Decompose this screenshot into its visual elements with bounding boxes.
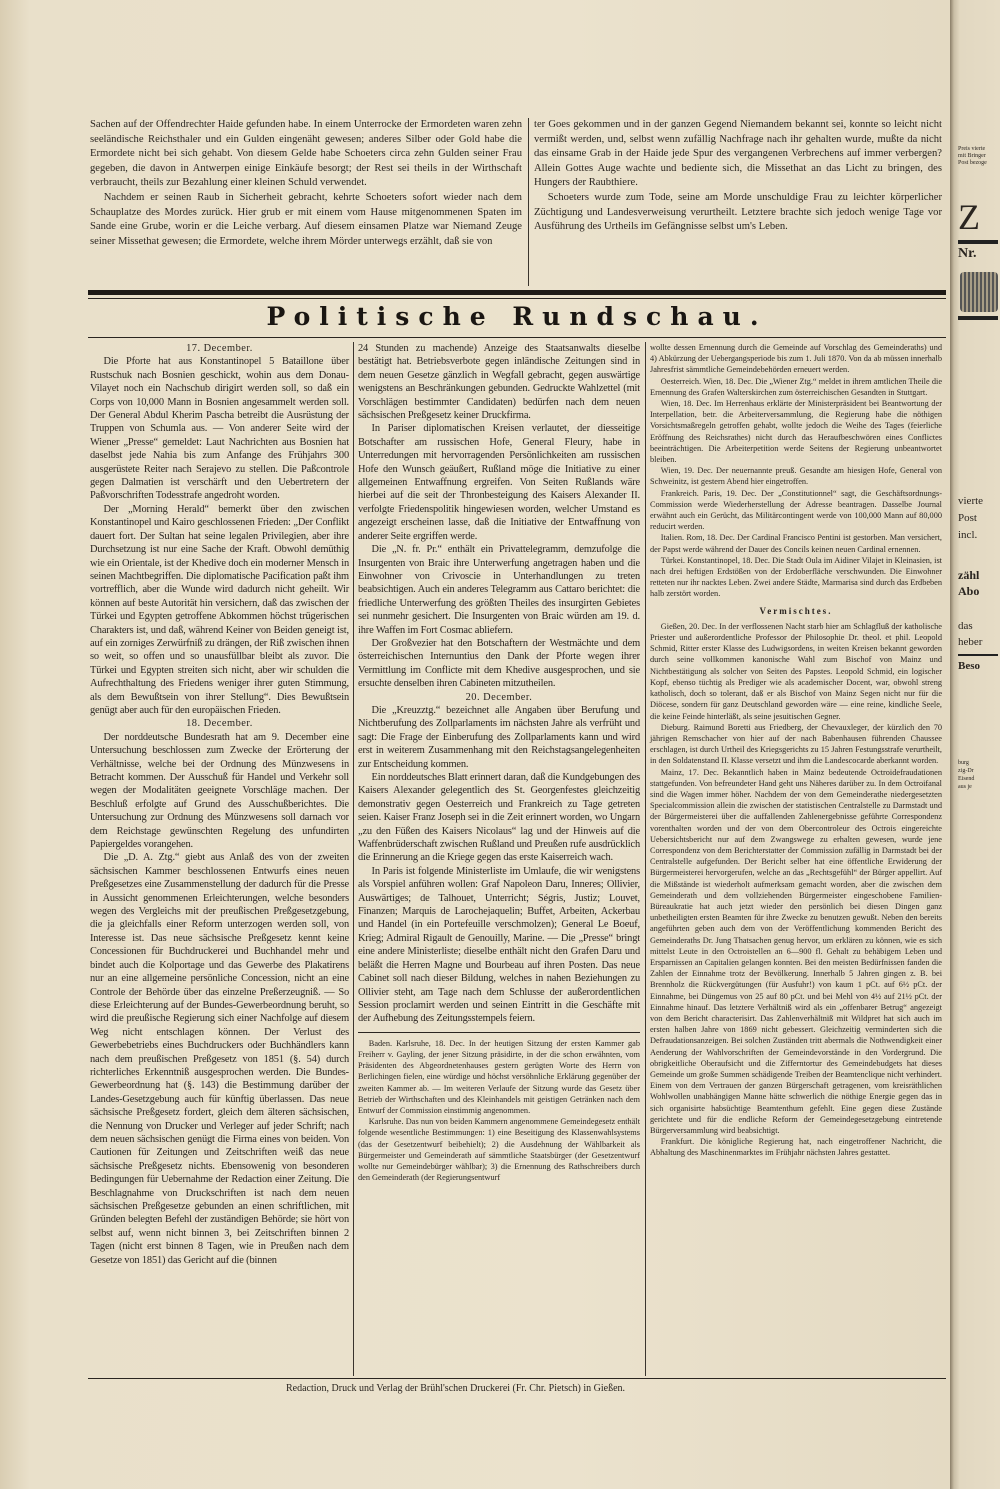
text-fragment: das bbox=[958, 620, 973, 632]
article-paragraph: Türkei. Konstantinopel, 18. Dec. Die Stadt Oula im Aidiner Vilajet in Kleinasien, ist nach drei heftigen Erdstößen von der Erdoberfläche verschwunden. Die Einwohner retteten nur ihr nacktes Leben. Zwei andere Städte, Marmarisa sind durch das Erdbeben halb zerstört worden. bbox=[650, 555, 942, 599]
section-date-heading: Vermischtes. bbox=[759, 605, 833, 616]
headline-rule bbox=[88, 337, 946, 338]
adjacent-page bbox=[950, 0, 1000, 1489]
article-paragraph: 24 Stunden zu machende) Anzeige des Staatsanwalts dieselbe bestätigt hat. Betriebsverbote gegen inländische Zeitungen sind in dem neuen Gesetze gänzlich in Wegfall gebracht, gegen auswärtige wenigstens an Beschränkungen gebunden. Gedruckte Wahlzettel (mit Vorschlägen bestimmter Candidaten) bedürfen nach dem neuen sächsischen Preßgesetz keiner Druckfirma. bbox=[358, 343, 640, 422]
section-rule-thick bbox=[88, 290, 946, 295]
article-paragraph: ter Goes gekommen und in der ganzen Gegend Niemandem bekannt sei, konnte so leicht nicht vermißt werden, und, selbst wenn zufällig Nachfrage nach ihr gehalten wurde, mußte da nicht das einsame Grab in der Haide jede Spur des vergangenen Verbrechens auf immer verbergen? Allein Gottes Auge wachte und bediente sich, die Missethat an das Licht zu bringen, des Hungers der Raubthiere. bbox=[534, 119, 942, 189]
article-paragraph: Die „Kreuzztg.“ bezeichnet alle Angaben über Berufung und Nichtberufung des Zollparlaments im nächsten Jahre als verfrüht und sagt: Die Frage der Einberufung des Zollparlaments kann und wird erst in weiterem Zusammenhang mit den Reichstagsangelegenheiten zur Entscheidung kommen. bbox=[358, 704, 640, 770]
masthead-rule bbox=[958, 316, 998, 320]
section-headline: Politische Rundschau. bbox=[266, 302, 768, 331]
text-fragment: heber bbox=[958, 636, 983, 648]
article-paragraph: Wien, 19. Dec. Der neuernannte preuß. Gesandte am hiesigen Hofe, General von Schweinitz, ist gestern Abend hier eingetroffen. bbox=[650, 466, 942, 487]
text-fragment: Post bbox=[958, 512, 977, 524]
article-paragraph: Mainz, 17. Dec. Bekanntlich haben in Mainz bedeutende Octroidefraudationen stattgefunden. Von befreundeter Hand geht uns Näheres darüber zu. In dem Octroifanal sind die Wagen immer höher. Nachdem der von dem Gemeinderathe niedergesetzten Specialcommission allein die zwischen der statistischen Centralstelle zu Darmstadt und der Bürgermeisterei über die auffallenden Zahlenergebnisse geführte Correspondenz vorenthalten worden und der von dem Obercontroleur des Octrois eingereichte Uebersichtsbericht nur auf dem Zwangswege zu erhalten gewesen, wurde jene Correspondenz von dem Berichterstatter der Commission zufällig in Darmstadt bei der Centralstelle aufgefunden. Der Bericht selber hat eine öffentliche Erwiderung der Bürgermeisterei hervorgerufen, welche an das „Rechtsgefühl“ der Bürger appellirt. Auf die Mißstände ist wiederholt aufmerksam gemacht worden, aber die zwischen dem Gemeinderath und dem vollziehenden Bürgermeister eingeschobene Familien-Büreaukratie hat auch jetzt wieder den persönlich bei diesen Dingen ganz unbetheiligten ersten Beamten für ihre Zwecke zu benutzen gewußt. Neben den bereits angeführten geben auch dem von der Veröffentlichung kommenden Bericht des Gemeinderaths Dr. Jung Thatsachen genug hervor, um erklären zu können, wie es sich mittelst Leute in den Octroistellen an 6—900 fl. Gehalt zu behäbigem Leben und Ersparnissen an Capitalien gelangen konnten. Bei den meisten Bedürfnissen fanden die Zahlen der Einnahme trotz der Bevölkerung. Innerhalb 5 Jahren gingen z. B. bei Brennholz die Rückvergütungen (für Ausfuhr!) von kaum 1 pCt. auf 6½ pCt. der Einnahme, bei Düngemus von 25 auf 80 pCt. und bei Mehl von 4½ auf 21½ pCt. der Einnahme hinauf. Das letztere Verhältniß wird als ein „offenbarer Betrug“ angezeigt von dem Bericht characterisirt. Das Zahlenverhältniß mit Wildpret hat sich auch im ersten halben Jahre von 1869 nicht gebessert. Gleichzeitig verminderten sich die Defraudationsanzeigen. Bei solchen Zuständen tritt abermals die Nothwendigkeit einer Aenderung der Wahlvorschriften der Gemeindevorstände in den Vordergrund. Die obrigkeitliche Oberaufsicht und die Zifferntortur des Gemeindebudgets hat dieses Gemeinde um große Summen schädigende Treiben der Beamtenclique nicht verhindert. Einem von dem Vertrauen der ganzen Bürgerschaft getragenen, vom kreisräthlichen Wohlwollen unabhängigen Manne hätte schwerlich die nöthige Energie gegen das in sich organisirte habsüchtige Beamtenthum gefehlt. Eine gegen diese Zustände gerichtete und für die endliche Reform der Gemeindegesetzgebung eintretende Bürgerversammlung wird beabsichtigt. bbox=[650, 767, 942, 1136]
text-fragment: Eisend bbox=[958, 776, 975, 782]
issue-number-label: Nr. bbox=[958, 246, 977, 261]
article-paragraph: Die „N. fr. Pr.“ enthält ein Privattelegramm, demzufolge die Insurgenten von Braic ihre Unterwerfung angetragen haben und die Einwohner von Crivoscie in Unterhandlungen zu treten beabsichtigen. Auch ein anderes Telegramm aus Cattaro berichtet: die friedliche Unterwerfung des größten Theiles des insurgirten Gebietes sei nunmehr gesichert. Die Insurgenten von Braic würden am 19. d. ihre Waffen im Fort Cosmac abliefern. bbox=[358, 544, 640, 636]
text-fragment: aus je bbox=[958, 784, 972, 790]
article-paragraph: In Paris ist folgende Ministerliste im Umlaufe, die wir wenigstens als Vorspiel anführen wollen: Graf Napoleon Daru, Inneres; Ollivier, Auswärtiges; de Talhouet, Unterricht; Ségris, Justiz; Louvet, Finanzen; Marquis de Larochejaquelin; Buffet, Arbeiten, Ackerbau und Handel (in ein Portefeuille verschmolzen); General Le Boeuf, Krieg; Admiral Rigault de Genouilly, Marine. — Die „Presse“ bringt eine andere Ministerliste; dieselbe enthält nicht den Grafen Daru und beläßt die Herren Magne und Bourbeau auf ihren Posten. Das neue Cabinet soll nach dieser Bildung, welches in nahen Beziehungen zu Ollivier steht, am Tage nach dem Schlusse der außerordentlichen Session proclamirt werden und seinen Eintritt in die Geschäfte mit der Aufhebung des Zeitungsstempels feiern. bbox=[358, 865, 640, 1025]
article-paragraph: Der norddeutsche Bundesrath hat am 9. December eine Untersuchung beschlossen zum Zwecke der Erörterung der Verhältnisse, welche bei der Ordnung des Münzwesens in Betracht kommen. Der Ausschuß für Handel und Verkehr soll wegen der Modalitäten geeignete Vorschläge machen. Der Beschluß erfolgte auf Grund des Ausschußberichtes. Die Untersuchung zur Ordnung des Münzwesens soll darnach vor dem Reichstage gewünschten Regelung des unfundirten Papiergeldes vorangehen. bbox=[90, 731, 349, 851]
text-fragment: Abo bbox=[958, 584, 980, 598]
article-paragraph: In Pariser diplomatischen Kreisen verlautet, der diesseitige Botschafter am russischen Hofe, General Fleury, habe in Unterredungen mit hervorragenden Persönlichkeiten am russischen Hofe den Wunsch geäußert, Rußland möge die Initiative zu einer allgemeinen Entwaffnung ergreifen. Von Seiten Rußlands wäre hierbei auf die seit der Thronbesteigung des Kaisers Alexander II. verfolgte Friedenspolitik hingewiesen worden, welcher Umstand es angezeigt erscheinen lasse, daß die Initiative der Entwaffnung von anderer Seite ergriffen werde. bbox=[358, 423, 640, 542]
article-paragraph: Die „D. A. Ztg.“ giebt aus Anlaß des von der zweiten sächsischen Kammer beschlossenen Entwurfs eines neuen Preßgesetzes eine Zusammenstellung der dadurch für die Presse in Aussicht genommenen Erleichterungen, welche besonders wegen des Vergleichs mit der preußischen Preßgesetzgebung, die ja gleichfalls einer Reform unterzogen werden soll, von Interesse ist. Das neue sächsische Preßgesetz kennt keine Concessionen für Buchdruckerei und Buchhandel mehr und bindet auch die Kolportage und das Gewerbe des Plakatirens nur an eine allgemeine persönliche Concession, nicht an eine Controle der Behörde über das einzelne Preßerzeugniß. — So diese Erleichterung auf der Bundes-Gewerbeordnung beruht, so wird die preußische Regierung sich einer Nachfolge auf diesem Weg nicht entschlagen können. Der Verlust des Gewerbebetriebs eines Buchdruckers oder Buchhändlers kann nach dem preußischen Preßgesetz von 1851 (§. 54) durch richterliches Erkenntniß ausgesprochen werden. Die Bundes-Gewerbeordnung hat (§. 143) die Bestimmung darüber der Landes-Gesetzgebung auch für künftig überlassen. Das neue sächsische Preßgesetz fordert, gleich dem älteren sächsischen, die Nennung von Drucker und Verleger auf jeder Schrift; nach dem neuen sächsischen genügt die Firma eines von beiden. Von Cautionen für Zeitungen und Zeitschriften weiß das neue sächsische Preßgesetz nichts. Ebensowenig von besonderen Bedingungen für Uebernahme der Redaction einer Zeitung. Die Beschlagnahme von Druckschriften ist nach dem neuen sächsischen Preßgesetze gebunden an einen schriftlichen, mit Gründen belegten Befehl der zuständigen Behörde; sie hört von selbst auf, wenn nicht binnen 3, bei Zeitschriften binnen 2 Tagen (nicht erst binnen 8 Tagen, wie in Preußen nach dem Gesetze von 1851) das Gericht auf die (binnen bbox=[90, 852, 349, 1266]
column-3 bbox=[650, 342, 942, 1159]
section-date-heading: 18. December. bbox=[186, 718, 253, 730]
column-2-separator bbox=[358, 1032, 640, 1033]
top-story-column-a bbox=[90, 118, 522, 249]
text-fragment: burg bbox=[958, 760, 969, 766]
price-line: Preis vierte bbox=[958, 146, 986, 152]
article-paragraph: Frankfurt. Die königliche Regierung hat, nach eingetroffener Nachricht, die Abhaltung des Maschinenmarktes im Frühjahr nächsten Jahres gestattet. bbox=[650, 1137, 942, 1158]
article-paragraph: Oesterreich. Wien, 18. Dec. Die „Wiener Ztg.“ meldet in ihrem amtlichen Theile die Ernennung des Grafen Walterskirchen zum österreichischen Gesandten in Stuttgart. bbox=[650, 376, 942, 397]
price-line: Post bezoge bbox=[958, 160, 987, 166]
column-2-wrapper bbox=[358, 342, 640, 1183]
section-fragment: Beso bbox=[958, 660, 980, 672]
article-paragraph: Schoeters wurde zum Tode, seine am Morde unschuldige Frau zu leichter körperlicher Züchtigung und Landesverweisung verurtheilt. Letztere brachte sich jedoch wenige Tage vor Ausführung des Urtheils im Gefängnisse selbst um's Leben. bbox=[534, 191, 942, 233]
masthead-fragment: Z bbox=[958, 197, 980, 237]
article-paragraph: Italien. Rom, 18. Dec. Der Cardinal Francisco Pentini ist gestorben. Man versichert, der Papst werde während der Dauer des Concils keinen neuen Cardinal ernennen. bbox=[650, 533, 942, 554]
article-paragraph: Der „Morning Herald“ bemerkt über den zwischen Konstantinopel und Kairo geschlossenen Frieden: „Der Conflikt dauert fort. Der Sultan hat seine legalen Privilegien, aber ihre Durchsetzung ist nur eine Sache der Kraft. Obwohl demüthig wie ein Orientale, ist der Khedive doch ein moderner Mensch in seinen Machtbegriffen. Die diplomatische Pacification paßt ihm vortrefflich, aber die Wunde wird dadurch nicht geheilt. Wir können auf beste Autorität hin versichern, daß das zwischen der Türkei und Egypten getroffene Abkommen höchst trügerischen Charakters ist, und daß, während Keiner von Beiden geneigt ist, auf ein zorniges Zerwürfniß zu drängen, der Riß zwischen ihnen so weit, so offen und so unausfüllbar bleibt als zuvor. Die Türkei und Egypten streiten sich nicht, aber wir schulden die Aufrechthaltung des Friedens weniger ihrer guten Stimmung, als dem Bewußtsein von ihrer Stellung“. Dies Bewußtsein genügt aber auch für den europäischen Frieden. bbox=[90, 503, 349, 716]
column-1 bbox=[90, 342, 349, 1267]
article-paragraph: Nachdem er seinen Raub in Sicherheit gebracht, kehrte Schoeters sofort wieder nach dem Schauplatze des Mordes zurück. Hier grub er mit einem vom Hause mitgenommenen Spaten im Sande eine Grube, worin er die Leiche verbarg. Auf diesem einsamen Platze war Niemand Zeuge seiner Missethat gewesen; die Ermordete, welche ihrem Mörder unterwegs erzählt, daß sie von bbox=[90, 191, 522, 247]
article-paragraph: Dieburg. Raimund Boretti aus Friedberg, der Chevauxleger, der kürzlich den 70 jährigen Remschacher von hier auf der nach Babenhausen führenden Chaussee erschlagen, ist durch Urtheil des Kriegsgerichts zu 15 Jahren Festungsstrafe verurtheilt, in den Soldatenstand II. Klasse versetzt und ihm die Landescocarde aberkannt worden. bbox=[650, 722, 942, 766]
article-paragraph: Der Großvezier hat den Botschaftern der Westmächte und dem österreichischen Internuntius den Dank der Pforte wegen ihrer Vermittlung im Conflicte mit dem Khedive ausgesprochen, und sie ersuchte denselben ihren Cabineten mitzutheilen. bbox=[358, 637, 640, 690]
engraving-image bbox=[960, 272, 998, 312]
article-paragraph: Karlsruhe. Das nun von beiden Kammern angenommene Gemeindegesetz enthält folgende wesentliche Bestimmungen: 1) eine Beseitigung des Klassenwahlsystems (das der Gesetzentwurf beibehielt); 2) die Ausdehnung der Wählbarkeit als Bürgermeister und Gemeinderath auf sämmtliche Staatsbürger (der Gesetzentwurf wollte nur Gemeindebürger wählbar); 3) die Ernennung des Rathschreibers durch den Gemeinderath (der Regierungsentwurf bbox=[358, 1117, 640, 1183]
article-paragraph: Gießen, 20. Dec. In der verflossenen Nacht starb hier am Schlagfluß der katholische Priester und außerordentliche Professor der Philosophie Dr. theol. et phil. Leopold Schmid, Ritter erster Klasse des Ludwigsordens, in weiten Kreisen bekannt geworden durch seine vollkommen kanonische Wahl zum Bischof von Mainz und Nichtbestätigung als solcher von Seiten des Papstes. Leopold Schmid, ein logischer Kopf, ebenso tüchtig als Prediger wie als academischer Docent, war, obwohl streng katholisch, doch so tolerant, daß er als Bischof von Mainz Segen nicht nur für die Diöcese, sondern für ganz Deutschland geworden wäre — eine reine, kindliche Seele, die keine Feinde hinterläßt, als seine jesuitischen Gegner. bbox=[650, 621, 942, 721]
section-date-heading: 20. December. bbox=[465, 691, 533, 703]
article-paragraph: Wien, 18. Dec. Im Herrenhaus erklärte der Ministerpräsident bei Beantwortung der Interpellation, betr. die Arbeiterversammlung, die Regierung habe die nöthigen Vorsichtsmaßregeln getroffen gehabt, wollte jedoch die Weihe des Tages (feierliche Eröffnung des Reichsrathes) nicht durch das Heraufbeschwören eines Conflictes beeinträchtigen. Die Arbeiterpetition werde Seitens der Regierung unbeantwortet bleiben. bbox=[650, 399, 942, 465]
top-story-column-b bbox=[534, 118, 942, 235]
article-paragraph: Sachen auf der Offendrechter Haide gefunden habe. In einem Unterrocke der Ermordeten waren zehn seeländische Reichsthaler und ein Gulden eingenäht gewesen; anderes Silber oder Gold habe die Ermordete nicht bei sich gehabt. Von diesem Gelde habe Schoeters circa zehn Gulden seiner Frau gegeben, die davon in Antwerpen einige Einkäufe besorgt; der Rest sei theils in der Wirthschaft verbraucht, theils zur Bezahlung einer kleinen Schuld verwendet. bbox=[90, 119, 522, 189]
column-divider bbox=[528, 118, 529, 286]
article-paragraph: Ein norddeutsches Blatt erinnert daran, daß die Kundgebungen des Kaisers Alexander gelegentlich des St. Georgenfestes gleichzeitig demonstrativ gegen Oesterreich und Frankreich zu Tage getreten seien. Kaiser Franz Joseph sei in die Zeit erinnert worden, wo Ungarn „zu den Füßen des Kaisers Nicolaus“ lag und der Hinweis auf die Waffenbrüderschaft zwischen Rußland und Preußen rufe ausdrücklich die Erinnerung an die Kriege gegen das erste Kaiserreich wach. bbox=[358, 772, 640, 864]
section-rule-thin bbox=[88, 298, 946, 299]
article-paragraph: wollte dessen Ernennung durch die Gemeinde auf Vorschlag des Gemeinderaths) und 4) Abkürzung der Uebergangsperiode bis zum 1. Juli 1870. Von da ab müssen innerhalb Jahresfrist sämmtliche Gemeindebehörden erneuert werden. bbox=[650, 343, 942, 375]
masthead-rule bbox=[958, 240, 998, 244]
column-divider bbox=[353, 342, 354, 1376]
footer-rule bbox=[88, 1378, 946, 1379]
text-fragment: incl. bbox=[958, 529, 978, 541]
column-2-news-small bbox=[358, 1038, 640, 1184]
column-2 bbox=[358, 342, 640, 1026]
section-date-heading: 17. December. bbox=[186, 343, 253, 354]
column-divider bbox=[645, 342, 646, 1376]
text-fragment: zähl bbox=[958, 568, 980, 582]
article-paragraph: Die Pforte hat aus Konstantinopel 5 Bataillone über Rustschuk nach Bosnien geschickt, wohin aus dem Donau-Vilayet noch ein Nachschub dirigirt werden soll, so daß ein Corps von 10,000 Mann in Bosnien angesammelt werden soll. Der General Abdul Kherim Pascha betreibt die Ausrüstung der Truppen von Schumla aus. — Von anderer Seite wird der Wiener „Presse“ gemeldet: Laut Nachrichten aus Bosnien hat daselbst jede Nahia bis zum Anfange des Frühjahrs 300 ausgerüstete Reiter nach Serajevo zu stellen. Die Paßcontrole gegen Dalmatien ist verschärft und den Uebertretern der Paßvorschriften Todesstrafe angedroht worden. bbox=[90, 356, 349, 502]
section-rule bbox=[958, 654, 998, 656]
text-fragment: zig-Dr bbox=[958, 768, 974, 774]
article-paragraph: Baden. Karlsruhe, 18. Dec. In der heutigen Sitzung der ersten Kammer gab Freiherr v. Gayling, der jener Sitzung präsidirte, in der die schon erwähnten, vom Präsidenten des Abgeordnetenhauses gestern gerügten Worte des Herrn von Berlichingen fielen, eine würdige und höchst versöhnliche Erklärung gegenüber der zweiten Kammer ab. — Im weiteren Verlaufe der Sitzung wurde das Gesetz über Betrieb der Wirthschaften und des Kleinhandels mit geistigen Getränken nach dem Entwurf der Commission einstimmig angenommen. bbox=[358, 1038, 640, 1115]
price-line: mit Bringer bbox=[958, 153, 986, 159]
imprint: Redaction, Druck und Verlag der Brühl'schen Druckerei (Fr. Chr. Pietsch) in Gießen. bbox=[286, 1383, 626, 1394]
article-paragraph: Frankreich. Paris, 19. Dec. Der „Constitutionnel“ sagt, die Geschäftsordnungs-Commission werde Wiederherstellung der Adresse beantragen. Dasselbe Journal erwähnt auch ein Gerücht, das Militärcontingent werde von 100,000 Mann auf 80,000 reducirt werden. bbox=[650, 488, 942, 532]
text-fragment: vierte bbox=[958, 495, 984, 507]
